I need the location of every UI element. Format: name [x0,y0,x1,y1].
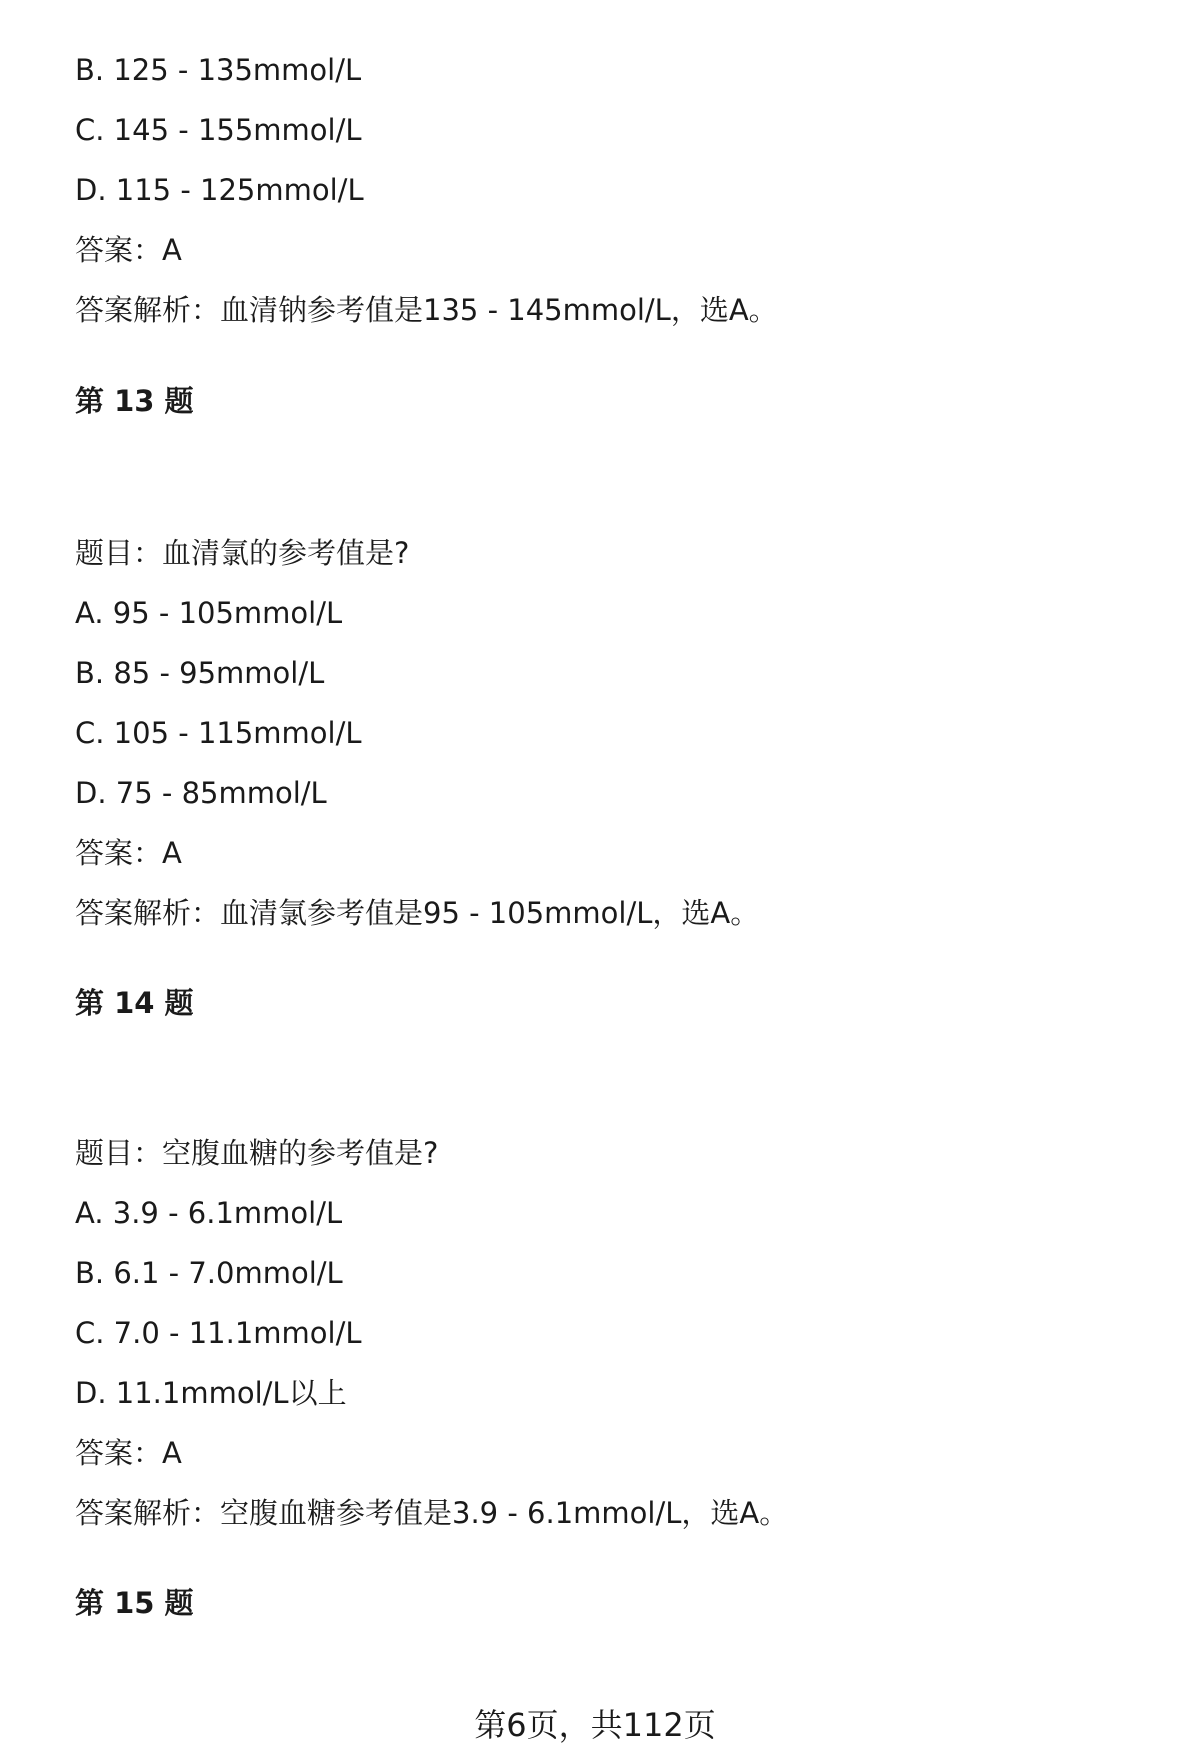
q14-option-c: C. 7.0 - 11.1mmol/L [75,1316,362,1350]
q14-explanation: 答案解析：空腹血糖参考值是3.9 - 6.1mmol/L，选A。 [75,1496,789,1530]
q13-answer: 答案：A [75,836,182,870]
q14-question: 题目：空腹血糖的参考值是? [75,1136,439,1170]
q14-heading: 第 14 题 [75,986,194,1020]
page-indicator: 第6页，共112页 [474,1706,716,1744]
q12-answer: 答案：A [75,233,182,267]
q15-heading: 第 15 题 [75,1586,194,1620]
q13-explanation: 答案解析：血清氯参考值是95 - 105mmol/L，选A。 [75,896,760,930]
q14-option-b: B. 6.1 - 7.0mmol/L [75,1256,343,1290]
q14-option-a: A. 3.9 - 6.1mmol/L [75,1196,343,1230]
q13-option-b: B. 85 - 95mmol/L [75,656,325,690]
q12-explanation: 答案解析：血清钠参考值是135 - 145mmol/L，选A。 [75,293,778,327]
q12-option-b: B. 125 - 135mmol/L [75,53,362,87]
q13-option-d: D. 75 - 85mmol/L [75,776,327,810]
q13-heading: 第 13 题 [75,384,194,418]
q12-option-d: D. 115 - 125mmol/L [75,173,364,207]
q13-option-a: A. 95 - 105mmol/L [75,596,343,630]
q14-option-d: D. 11.1mmol/L以上 [75,1376,347,1410]
q12-option-c: C. 145 - 155mmol/L [75,113,362,147]
q13-question: 题目：血清氯的参考值是? [75,536,410,570]
q13-option-c: C. 105 - 115mmol/L [75,716,362,750]
q14-answer: 答案：A [75,1436,182,1470]
